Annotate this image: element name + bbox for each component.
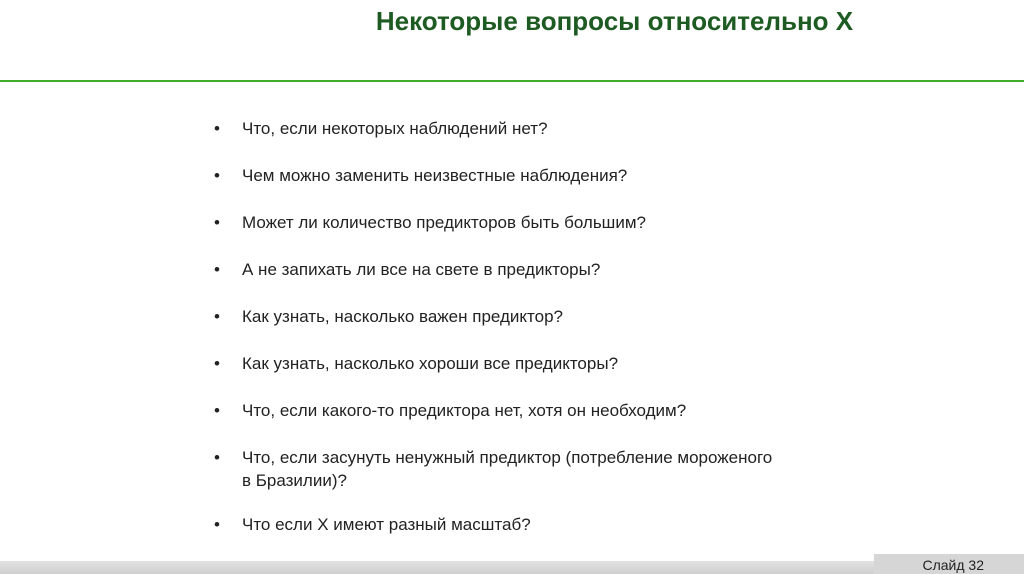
bullet-icon: •	[214, 354, 220, 373]
bullet-icon: •	[214, 119, 220, 138]
list-item-text: Как узнать, насколько хороши все предикторы?	[242, 354, 619, 373]
list-item	[214, 352, 774, 375]
list-item	[214, 305, 774, 328]
list-item	[214, 513, 774, 536]
list-item	[214, 211, 774, 234]
list-item	[214, 164, 774, 187]
title-divider	[0, 80, 1024, 82]
list-item-text: Может ли количество предикторов быть большим?	[242, 213, 646, 232]
bullet-icon: •	[214, 448, 220, 467]
list-item-text: Чем можно заменить неизвестные наблюдения?	[242, 166, 628, 185]
list-item-text: Что, если некоторых наблюдений нет?	[242, 119, 548, 138]
list-item	[214, 446, 774, 492]
slide-number: Слайд 32	[922, 557, 984, 573]
list-item-text: Как узнать, насколько важен предиктор?	[242, 307, 563, 326]
slide-title: Некоторые вопросы относительно X	[375, 6, 854, 36]
list-item-text: Что если X имеют разный масштаб?	[242, 515, 531, 534]
list-item	[214, 258, 774, 281]
bullet-list	[214, 117, 774, 560]
list-item-text: А не запихать ли все на свете в предикторы?	[242, 260, 601, 279]
list-item-text: Что, если засунуть ненужный предиктор (потребление мороженого в Бразилии)?	[242, 448, 773, 490]
footer-bar	[0, 561, 1024, 574]
list-item-text: Что, если какого-то предиктора нет, хотя он необходим?	[242, 401, 687, 420]
bullet-icon: •	[214, 213, 220, 232]
list-item	[214, 117, 774, 140]
bullet-icon: •	[214, 401, 220, 420]
bullet-icon: •	[214, 260, 220, 279]
bullet-icon: •	[214, 515, 220, 534]
list-item	[214, 399, 774, 422]
bullet-icon: •	[214, 307, 220, 326]
bullet-icon: •	[214, 166, 220, 185]
